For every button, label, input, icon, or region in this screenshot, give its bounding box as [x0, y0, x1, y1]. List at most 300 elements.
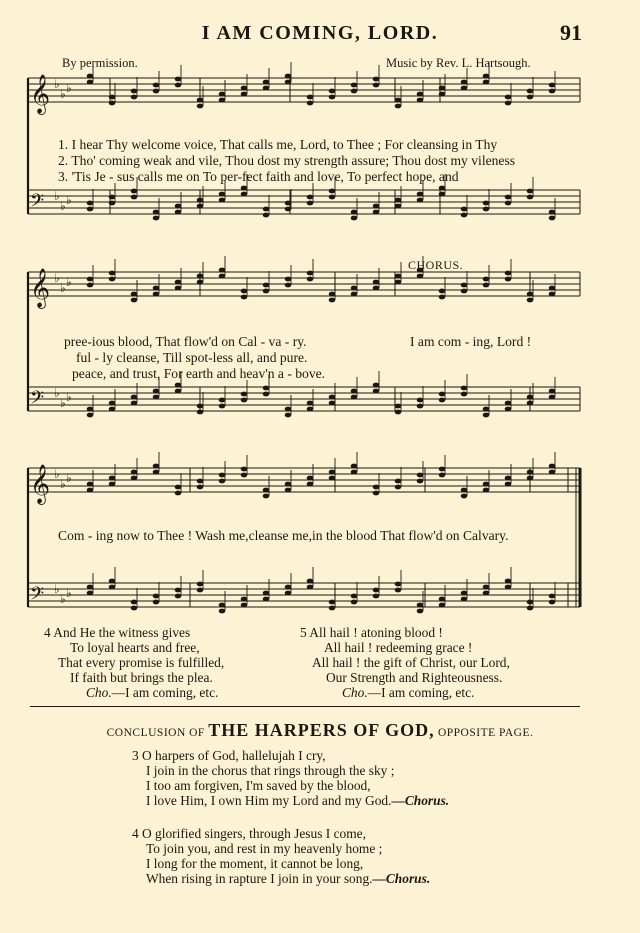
permission-credit: By permission. [62, 56, 138, 70]
note-head [461, 392, 468, 397]
note-head [109, 271, 116, 276]
lyric-line-7: Com - ing now to Thee ! Wash me,cleanse me,in the blood That flow'd on Calvary. [58, 528, 509, 543]
treble-clef-icon: 𝄞 [30, 464, 51, 504]
note-head [549, 83, 556, 88]
note-head [395, 198, 402, 203]
flat-sign-icon: ♭ [60, 592, 66, 606]
note-head [417, 92, 424, 97]
page-number: 91 [560, 20, 582, 45]
note-head [87, 201, 94, 206]
note-head [131, 395, 138, 400]
note-head [483, 591, 490, 596]
verse-5: 5 All hail ! atoning blood ! All hail ! redeeming grace ! All hail ! the gift of Christ, our Lord, Our Strength and Righteousness. Cho.—I am coming, etc. [300, 625, 510, 700]
note-head [351, 286, 358, 291]
note-head [175, 77, 182, 82]
note-head [461, 597, 468, 602]
flat-sign-icon: ♭ [54, 271, 60, 285]
note-head [175, 594, 182, 599]
note-head [307, 407, 314, 412]
note-head [263, 80, 270, 85]
note-head [461, 207, 468, 212]
note-head [153, 470, 160, 475]
note-head [219, 479, 226, 484]
note-head [241, 295, 248, 300]
note-head [439, 295, 446, 300]
flat-sign-icon: ♭ [54, 582, 60, 596]
note-head [241, 192, 248, 197]
note-head [219, 268, 226, 273]
note-head [549, 464, 556, 469]
note-head [483, 201, 490, 206]
note-head [417, 609, 424, 614]
note-head [131, 189, 138, 194]
note-head [153, 594, 160, 599]
note-head [263, 597, 270, 602]
flat-sign-icon: ♭ [54, 467, 60, 481]
flat-sign-icon: ♭ [60, 396, 66, 410]
flat-sign-icon: ♭ [60, 199, 66, 213]
note-head [483, 80, 490, 85]
note-head [241, 92, 248, 97]
note-head [307, 579, 314, 584]
note-head [329, 95, 336, 100]
note-head [175, 588, 182, 593]
note-head [505, 482, 512, 487]
note-head [241, 473, 248, 478]
note-head [197, 588, 204, 593]
note-head [395, 485, 402, 490]
note-head [417, 398, 424, 403]
note-head [461, 86, 468, 91]
note-head [263, 392, 270, 397]
note-head [175, 83, 182, 88]
note-head [307, 201, 314, 206]
conclusion-heading: CONCLUSION OF THE HARPERS OF GOD, OPPOSITE PAGE. [106, 720, 534, 740]
note-head [549, 470, 556, 475]
note-head [109, 401, 116, 406]
lyric-line-2: 2. Tho' coming weak and vile, Thou dost my strength assure; Thou dost my vileness [58, 153, 516, 168]
note-head [153, 464, 160, 469]
note-head [219, 603, 226, 608]
note-head [87, 407, 94, 412]
note-head [527, 401, 534, 406]
note-head [417, 274, 424, 279]
flat-sign-icon: ♭ [66, 81, 72, 95]
note-head [461, 494, 468, 499]
note-head [439, 467, 446, 472]
note-head [373, 594, 380, 599]
note-head [241, 603, 248, 608]
note-head [175, 491, 182, 496]
note-head [87, 591, 94, 596]
note-head [527, 292, 534, 297]
note-head [153, 89, 160, 94]
note-head [241, 467, 248, 472]
bass-clef-icon: 𝄢 [30, 584, 45, 609]
note-head [439, 603, 446, 608]
note-head [153, 600, 160, 605]
note-head [109, 195, 116, 200]
note-head [527, 189, 534, 194]
note-head [197, 582, 204, 587]
note-head [263, 386, 270, 391]
note-head [549, 594, 556, 599]
note-head [417, 98, 424, 103]
note-head [263, 289, 270, 294]
note-head [483, 407, 490, 412]
note-head [351, 470, 358, 475]
note-head [351, 210, 358, 215]
note-head [263, 213, 270, 218]
lyric-line-3: 3. 'Tis Je - sus calls me on To per-fect faith and love, To perfect hope, and [58, 169, 459, 184]
note-head [87, 207, 94, 212]
note-head [285, 74, 292, 79]
note-head [307, 585, 314, 590]
note-head [307, 195, 314, 200]
note-head [241, 597, 248, 602]
note-head [307, 476, 314, 481]
note-head [197, 404, 204, 409]
note-head [329, 476, 336, 481]
note-head [505, 201, 512, 206]
note-head [527, 476, 534, 481]
note-head [329, 600, 336, 605]
note-head [307, 482, 314, 487]
note-head [307, 271, 314, 276]
note-head [549, 89, 556, 94]
note-head [307, 95, 314, 100]
flat-sign-icon: ♭ [60, 477, 66, 491]
note-head [483, 283, 490, 288]
note-head [439, 92, 446, 97]
note-head [285, 585, 292, 590]
note-head [285, 80, 292, 85]
note-head [417, 479, 424, 484]
section-divider [30, 706, 580, 707]
note-head [461, 283, 468, 288]
note-head [307, 401, 314, 406]
note-head [417, 192, 424, 197]
note-head [285, 488, 292, 493]
note-head [461, 386, 468, 391]
note-head [329, 395, 336, 400]
note-head [109, 579, 116, 584]
note-head [329, 401, 336, 406]
note-head [263, 86, 270, 91]
note-head [351, 389, 358, 394]
note-head [153, 83, 160, 88]
note-head [219, 609, 226, 614]
note-head [285, 283, 292, 288]
note-head [395, 280, 402, 285]
flat-sign-icon: ♭ [66, 193, 72, 207]
note-head [175, 286, 182, 291]
note-head [109, 101, 116, 106]
note-head [131, 292, 138, 297]
note-head [87, 488, 94, 493]
note-head [505, 95, 512, 100]
note-head [505, 401, 512, 406]
note-head [505, 101, 512, 106]
note-head [131, 606, 138, 611]
note-head [131, 476, 138, 481]
note-head [197, 485, 204, 490]
note-head [329, 292, 336, 297]
note-head [241, 289, 248, 294]
note-head [87, 74, 94, 79]
note-head [461, 591, 468, 596]
note-head [285, 207, 292, 212]
note-head [527, 606, 534, 611]
note-head [219, 192, 226, 197]
note-head [197, 410, 204, 415]
note-head [439, 192, 446, 197]
note-head [351, 464, 358, 469]
note-head [417, 603, 424, 608]
note-head [549, 210, 556, 215]
note-head [483, 207, 490, 212]
note-head [395, 588, 402, 593]
note-head [219, 473, 226, 478]
note-head [395, 98, 402, 103]
note-head [263, 494, 270, 499]
bass-clef-icon: 𝄢 [30, 191, 45, 216]
note-head [219, 92, 226, 97]
note-head [131, 600, 138, 605]
note-head [461, 213, 468, 218]
note-head [131, 95, 138, 100]
note-head [483, 482, 490, 487]
chorus-lyric-line: I am com - ing, Lord ! [410, 334, 532, 349]
note-head [527, 95, 534, 100]
note-head [505, 476, 512, 481]
flat-sign-icon: ♭ [60, 281, 66, 295]
note-head [505, 407, 512, 412]
note-head [87, 277, 94, 282]
note-head [219, 404, 226, 409]
music-credit: Music by Rev. L. Hartsough. [386, 56, 531, 70]
note-head [131, 89, 138, 94]
note-head [527, 395, 534, 400]
note-head [263, 488, 270, 493]
note-head [549, 389, 556, 394]
note-head [351, 594, 358, 599]
note-head [395, 204, 402, 209]
flat-sign-icon: ♭ [66, 275, 72, 289]
flat-sign-icon: ♭ [54, 386, 60, 400]
note-head [351, 395, 358, 400]
note-head [439, 597, 446, 602]
note-head [87, 482, 94, 487]
note-head [351, 89, 358, 94]
note-head [505, 579, 512, 584]
note-head [219, 98, 226, 103]
note-head [549, 395, 556, 400]
note-head [505, 271, 512, 276]
note-head [505, 277, 512, 282]
note-head [549, 286, 556, 291]
note-head [461, 80, 468, 85]
note-head [373, 83, 380, 88]
lyric-line-1: 1. I hear Thy welcome voice, That calls me, Lord, to Thee ; For cleansing in Thy [58, 137, 498, 152]
note-head [505, 195, 512, 200]
note-head [329, 470, 336, 475]
note-head [131, 401, 138, 406]
note-head [483, 74, 490, 79]
note-head [241, 186, 248, 191]
note-head [439, 473, 446, 478]
note-head [395, 104, 402, 109]
note-head [285, 413, 292, 418]
note-head [109, 407, 116, 412]
note-head [197, 98, 204, 103]
note-head [483, 413, 490, 418]
note-head [153, 210, 160, 215]
note-head [527, 470, 534, 475]
note-head [197, 280, 204, 285]
harpers-stanza-4: 4 O glorified singers, through Jesus I come, To join you, and rest in my heavenly home ; I long for the moment, it cannot be long, When rising in rapture I join in your song.—Chorus. [132, 826, 431, 886]
note-head [395, 479, 402, 484]
flat-sign-icon: ♭ [66, 471, 72, 485]
note-head [549, 216, 556, 221]
note-head [241, 86, 248, 91]
note-head [461, 488, 468, 493]
note-head [373, 77, 380, 82]
note-head [527, 298, 534, 303]
note-head [439, 86, 446, 91]
note-head [263, 207, 270, 212]
flat-sign-icon: ♭ [54, 189, 60, 203]
harpers-stanza-3: 3 O harpers of God, hallelujah I cry, I join in the chorus that rings through the sky ; I too am forgiven, I'm saved by the blood, I love Him, I own Him my Lord and my God.—Chorus. [132, 748, 450, 808]
note-head [87, 283, 94, 288]
note-head [483, 488, 490, 493]
note-head [373, 280, 380, 285]
note-head [285, 277, 292, 282]
note-head [285, 482, 292, 487]
note-head [175, 383, 182, 388]
note-head [417, 404, 424, 409]
note-head [395, 410, 402, 415]
note-head [175, 485, 182, 490]
note-head [197, 104, 204, 109]
note-head [109, 476, 116, 481]
note-head [307, 277, 314, 282]
note-head [461, 289, 468, 294]
note-head [527, 89, 534, 94]
note-head [549, 600, 556, 605]
note-head [351, 83, 358, 88]
note-head [197, 198, 204, 203]
note-head [153, 216, 160, 221]
note-head [153, 395, 160, 400]
note-head [439, 186, 446, 191]
note-head [285, 591, 292, 596]
note-head [153, 292, 160, 297]
note-head [87, 80, 94, 85]
bass-clef-icon: 𝄢 [30, 388, 45, 413]
note-head [219, 398, 226, 403]
note-head [87, 585, 94, 590]
verse-4: 4 And He the witness gives To loyal hearts and free, That every promise is fulfilled, If faith but brings the plea. Cho.—I am coming, etc. [44, 625, 225, 700]
lyric-line-4: pree-ious blood, That flow'd on Cal - va - ry. [64, 334, 307, 349]
treble-clef-icon: 𝄞 [30, 74, 51, 114]
note-head [417, 473, 424, 478]
note-head [373, 383, 380, 388]
note-head [87, 413, 94, 418]
chorus-label: CHORUS. [408, 258, 464, 272]
note-head [373, 389, 380, 394]
lyric-line-6: peace, and trust, For earth and heav'n a - bove. [72, 366, 326, 381]
note-head [175, 280, 182, 285]
note-head [395, 582, 402, 587]
note-head [351, 600, 358, 605]
note-head [395, 404, 402, 409]
note-head [439, 289, 446, 294]
note-head [219, 198, 226, 203]
note-head [483, 277, 490, 282]
note-head [241, 392, 248, 397]
note-head [285, 407, 292, 412]
note-head [329, 195, 336, 200]
flat-sign-icon: ♭ [66, 390, 72, 404]
note-head [373, 204, 380, 209]
note-head [549, 292, 556, 297]
note-head [153, 286, 160, 291]
note-head [527, 600, 534, 605]
note-head [373, 286, 380, 291]
note-head [439, 398, 446, 403]
note-head [395, 274, 402, 279]
note-head [175, 210, 182, 215]
note-head [197, 274, 204, 279]
note-head [263, 591, 270, 596]
note-head [329, 89, 336, 94]
note-head [483, 585, 490, 590]
hymn-title: I AM COMING, LORD. [201, 22, 439, 44]
note-head [153, 389, 160, 394]
note-head [109, 95, 116, 100]
note-head [109, 201, 116, 206]
note-head [351, 292, 358, 297]
lyric-line-5: ful - ly cleanse, Till spot-less all, and pure. [76, 350, 308, 365]
note-head [197, 479, 204, 484]
note-head [109, 277, 116, 282]
note-head [197, 204, 204, 209]
note-head [285, 201, 292, 206]
flat-sign-icon: ♭ [54, 77, 60, 91]
flat-sign-icon: ♭ [66, 586, 72, 600]
note-head [307, 101, 314, 106]
note-head [505, 585, 512, 590]
note-head [417, 198, 424, 203]
note-head [241, 398, 248, 403]
note-head [219, 274, 226, 279]
treble-clef-icon: 𝄞 [30, 268, 51, 308]
note-head [109, 482, 116, 487]
note-head [373, 485, 380, 490]
note-head [131, 470, 138, 475]
note-head [175, 204, 182, 209]
note-head [329, 189, 336, 194]
note-head [109, 585, 116, 590]
note-head [263, 283, 270, 288]
note-head [373, 210, 380, 215]
note-head [329, 606, 336, 611]
note-head [175, 389, 182, 394]
note-head [351, 216, 358, 221]
note-head [373, 588, 380, 593]
note-head [131, 298, 138, 303]
